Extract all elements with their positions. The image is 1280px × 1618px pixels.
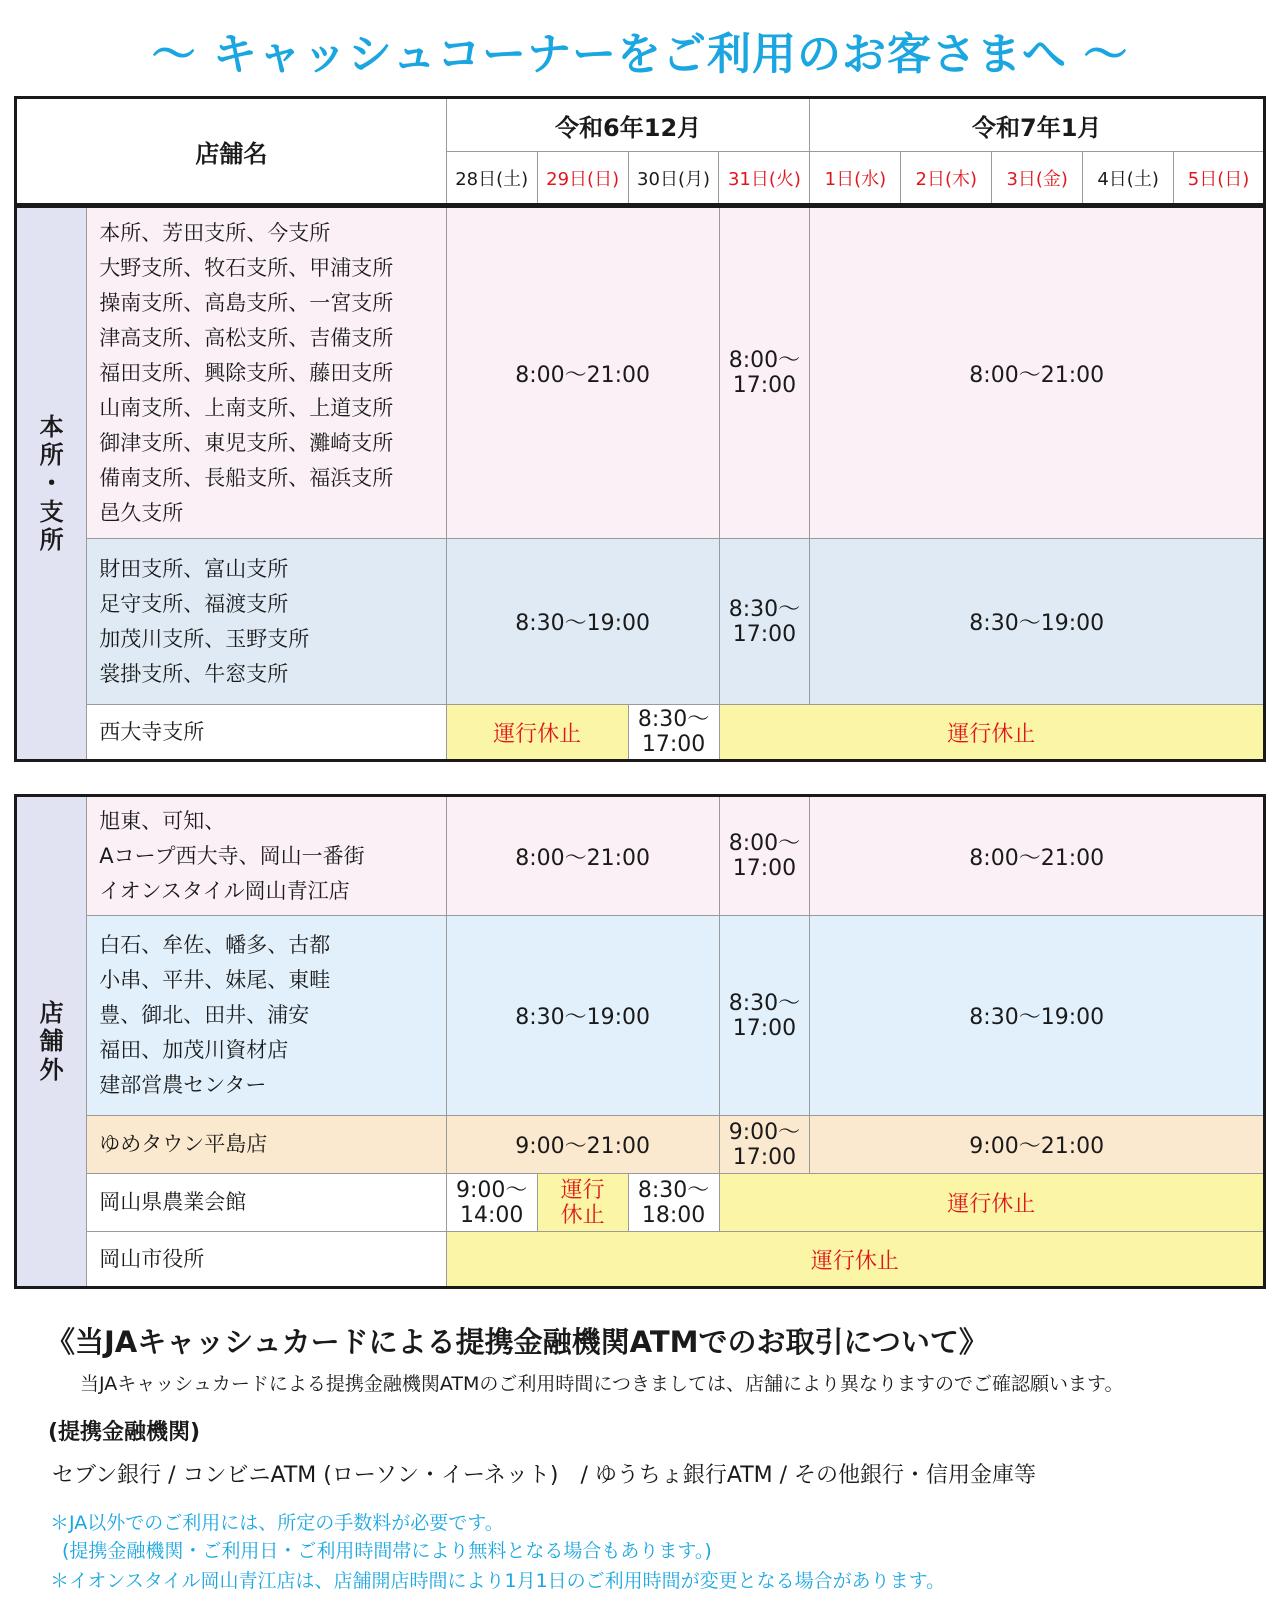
partners-heading: (提携金融機関)	[48, 1420, 201, 1445]
hours-cell: 8:00～ 17:00	[719, 207, 810, 539]
store-list: 岡山市役所	[87, 1232, 447, 1288]
partners-list: セブン銀行 / コンビニATM (ローソン・イーネット) / ゆうちょ銀行ATM / その他銀行・信用金庫等	[52, 1463, 1037, 1488]
hours-cell: 8:30～ 18:00	[628, 1174, 719, 1232]
day-header: 2日(木)	[901, 152, 992, 205]
store-list: 本所、芳田支所、今支所 大野支所、牧石支所、甲浦支所 操南支所、高島支所、一宮支所 津高支所、高松支所、吉備支所 福田支所、興除支所、藤田支所 山南支所、上南支所、上道支所 御津支所、東児支所、灘崎支所 備南支所、長船支所、福浜支所 邑久支所	[87, 207, 447, 539]
suspended-cell: 運行 休止	[537, 1174, 628, 1232]
hours-cell: 8:30～19:00	[446, 539, 719, 705]
group-label-offsite: 店 舗 外	[16, 796, 87, 1288]
hours-cell: 9:00～21:00	[810, 1116, 1265, 1174]
note-aeon-style: ＊イオンスタイル岡山青江店は、店舗開店時間により1月1日のご利用時間が変更となる場合があります。	[50, 1570, 946, 1592]
suspended-cell: 運行休止	[719, 1174, 1265, 1232]
offsite-group-table	[14, 794, 1266, 1289]
branch-group-table	[14, 205, 1266, 762]
hours-cell: 8:30～19:00	[810, 916, 1265, 1116]
store-list: 財田支所、富山支所 足守支所、福渡支所 加茂川支所、玉野支所 裳掛支所、牛窓支所	[87, 539, 447, 705]
hours-cell: 8:00～21:00	[810, 207, 1265, 539]
hours-cell: 8:30～ 17:00	[719, 539, 810, 705]
hours-cell: 8:00～21:00	[446, 796, 719, 916]
suspended-cell: 運行休止	[446, 1232, 1264, 1288]
day-header: 28日(土)	[446, 152, 537, 205]
day-header: 30日(月)	[628, 152, 719, 205]
hours-cell: 9:00～21:00	[446, 1116, 719, 1174]
day-header: 4日(土)	[1083, 152, 1174, 205]
hours-cell: 8:00～21:00	[446, 207, 719, 539]
suspended-cell: 運行休止	[446, 705, 628, 761]
store-name-header: 店舗名	[16, 98, 447, 205]
hours-cell: 8:30～ 17:00	[719, 916, 810, 1116]
store-list: 西大寺支所	[87, 705, 447, 761]
suspended-cell: 運行休止	[719, 705, 1265, 761]
note-fee: ＊JA以外でのご利用には、所定の手数料が必要です。	[50, 1512, 504, 1534]
store-list: 白石、牟佐、幡多、古都 小串、平井、妹尾、東畦 豊、御北、田井、浦安 福田、加茂川資材店 建部営農センター	[87, 916, 447, 1116]
hours-cell: 9:00～ 17:00	[719, 1116, 810, 1174]
month-header-dec: 令和6年12月	[446, 98, 810, 152]
day-header: 5日(日)	[1174, 152, 1265, 205]
hours-cell: 8:30～19:00	[810, 539, 1265, 705]
hours-cell: 8:00～21:00	[810, 796, 1265, 916]
store-list: 岡山県農業会館	[87, 1174, 447, 1232]
day-header: 1日(水)	[810, 152, 901, 205]
day-header: 29日(日)	[537, 152, 628, 205]
store-list: 旭東、可知、 Aコープ西大寺、岡山一番街 イオンスタイル岡山青江店	[87, 796, 447, 916]
partner-atm-title: 《当JAキャッシュカードによる提携金融機関ATMでのお取引について》	[46, 1325, 988, 1359]
day-header: 3日(金)	[992, 152, 1083, 205]
store-list: ゆめタウン平島店	[87, 1116, 447, 1174]
day-header: 31日(火)	[719, 152, 810, 205]
group-label-branches: 本 所 ・ 支 所	[16, 207, 87, 761]
note-free-condition: (提携金融機関・ご利用日・ご利用時間帯により無料となる場合もあります。)	[62, 1540, 712, 1562]
month-header-jan: 令和7年1月	[810, 98, 1265, 152]
hours-cell: 9:00～ 14:00	[446, 1174, 537, 1232]
partner-atm-description: 当JAキャッシュカードによる提携金融機関ATMのご利用時間につきましては、店舗により異なりますのでご確認願います。	[80, 1373, 1124, 1395]
hours-cell: 8:00～ 17:00	[719, 796, 810, 916]
schedule-header	[14, 96, 1266, 206]
hours-cell: 8:30～19:00	[446, 916, 719, 1116]
page-title: ～ キャッシュコーナーをご利用のお客さまへ ～	[151, 29, 1129, 80]
hours-cell: 8:30～ 17:00	[628, 705, 719, 761]
